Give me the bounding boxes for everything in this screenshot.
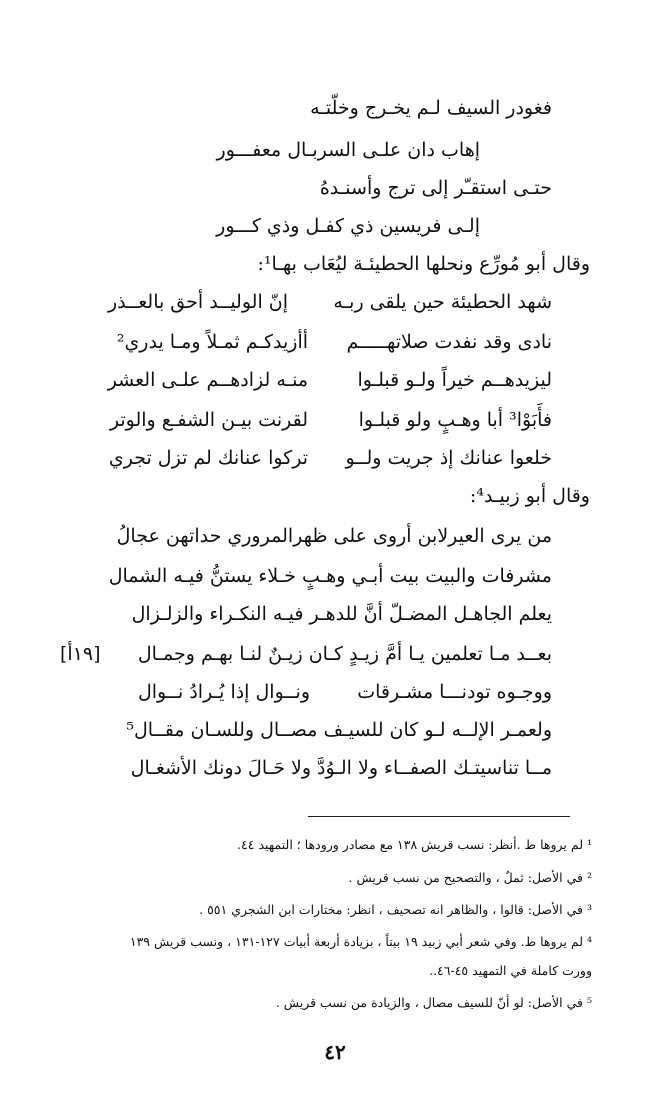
verse-right-hemistich: ووجـوه تودنـــا مشـرقات — [357, 681, 552, 703]
verse-right-hemistich: فأَبَوْا³ أبا وهـبٍ ولو قبلـوا — [358, 409, 552, 431]
folio-marker: [١٩أ] — [60, 643, 101, 665]
verse-left-hemistich: إنّ الوليــد أحق بالعــذر — [107, 291, 288, 313]
footnote: وورت كاملة في التمهيد ٤٥-٤٦.. — [429, 963, 592, 978]
verse-left-hemistich: تركوا عنانك لم تزل تجري — [108, 447, 308, 469]
verse-right-hemistich: شهد الحطيئة حين يلقى ربـه — [333, 291, 552, 313]
poem3-line: من يرى العيرلابن أروى على ظهرالمروري حداتهن عجالُ — [116, 525, 552, 547]
poem3-line: مشرفات والبيت بيت أبـي وهـبٍ خـلاء يستنُّ فيـه الشمال — [108, 565, 552, 587]
verse-right-hemistich: خلعوا عنانك إذ جريت ولــو — [345, 447, 552, 469]
footnote-separator — [308, 816, 570, 817]
poem1-line: فغودر السيف لـم يخـرج وخلّتـه — [310, 97, 552, 119]
verse-left-hemistich: ونــوال إذا يُـرادُ نــوال — [137, 681, 310, 703]
poem1-line: إلـى فريسين ذي كفـل وذي كـــور — [216, 215, 480, 237]
poem1-line: إهاب دان علـى السربـال معفـــور — [216, 139, 480, 161]
verse-left-hemistich: منـه لزادهــم علـى العشر — [107, 369, 308, 391]
footnote: ³ في الأصل: قالوا ، والظاهر انه تصحيف ، انظر: مختارات ابن الشجري ٥٥١ . — [199, 902, 592, 917]
section-intro: وقال أبو مُورِّع ونحلها الحطيئـة ليُعَاب بهـا¹: — [257, 253, 590, 275]
poem3-line: ولعمـر الإلــه لـو كان للسيـف مصــال وللسـان مقــال⁵ — [126, 719, 552, 741]
section-intro: وقال أبو زبيـد⁴: — [469, 485, 590, 507]
verse-right-hemistich: نادى وقد نفدت صلاتهـــــم — [346, 331, 552, 353]
verse-right-hemistich: ليزيدهــم خيراً ولـو قبلـوا — [357, 369, 552, 391]
poem1-line: حتـى استقـّر إلى ترج وأسنـدهُ — [319, 177, 552, 199]
poem3-line: يعلم الجاهـل المضـلّ أنَّ للدهـر فيـه النكـراء والزلـزال — [131, 603, 552, 625]
footnote: ² في الأصل: ثملٌ ، والتصحيح من نسب قريش . — [348, 870, 592, 885]
poem3-line: مــا تناسيتـك الصفــاء ولا الـوُدَّ ولا حَـالَ دونك الأشغـال — [130, 757, 552, 779]
footnote: ⁵ في الأصل: لو أنّ للسيف مصال ، والزيادة من نسب قريش . — [275, 995, 592, 1010]
verse-left-hemistich: لقرنت بيـن الشفـع والوتر — [109, 409, 308, 431]
footnote: ¹ لم يروها ط .أنظر: نسب قريش ١٣٨ مع مصادر ورودها ؛ التمهيد ٤٤. — [237, 837, 592, 852]
verse-left-hemistich: أأزيدكـم ثمـلاً ومـا يدري² — [116, 331, 308, 353]
poem3-line: بعــد مـا تعلمين يـا أمَّ زيـدٍ كـان زيـنٌ لنـا بهـم وجمـال — [137, 643, 552, 665]
footnote: ⁴ لم يروها ط. وفي شعر أبي زبيد ١٩ بيتاً ، بزيادة أربعة أبيات ١٢٧-١٣١ ، ونسب قريش ١٣٩ — [129, 934, 592, 949]
page-number: ٤٢ — [324, 1040, 346, 1064]
